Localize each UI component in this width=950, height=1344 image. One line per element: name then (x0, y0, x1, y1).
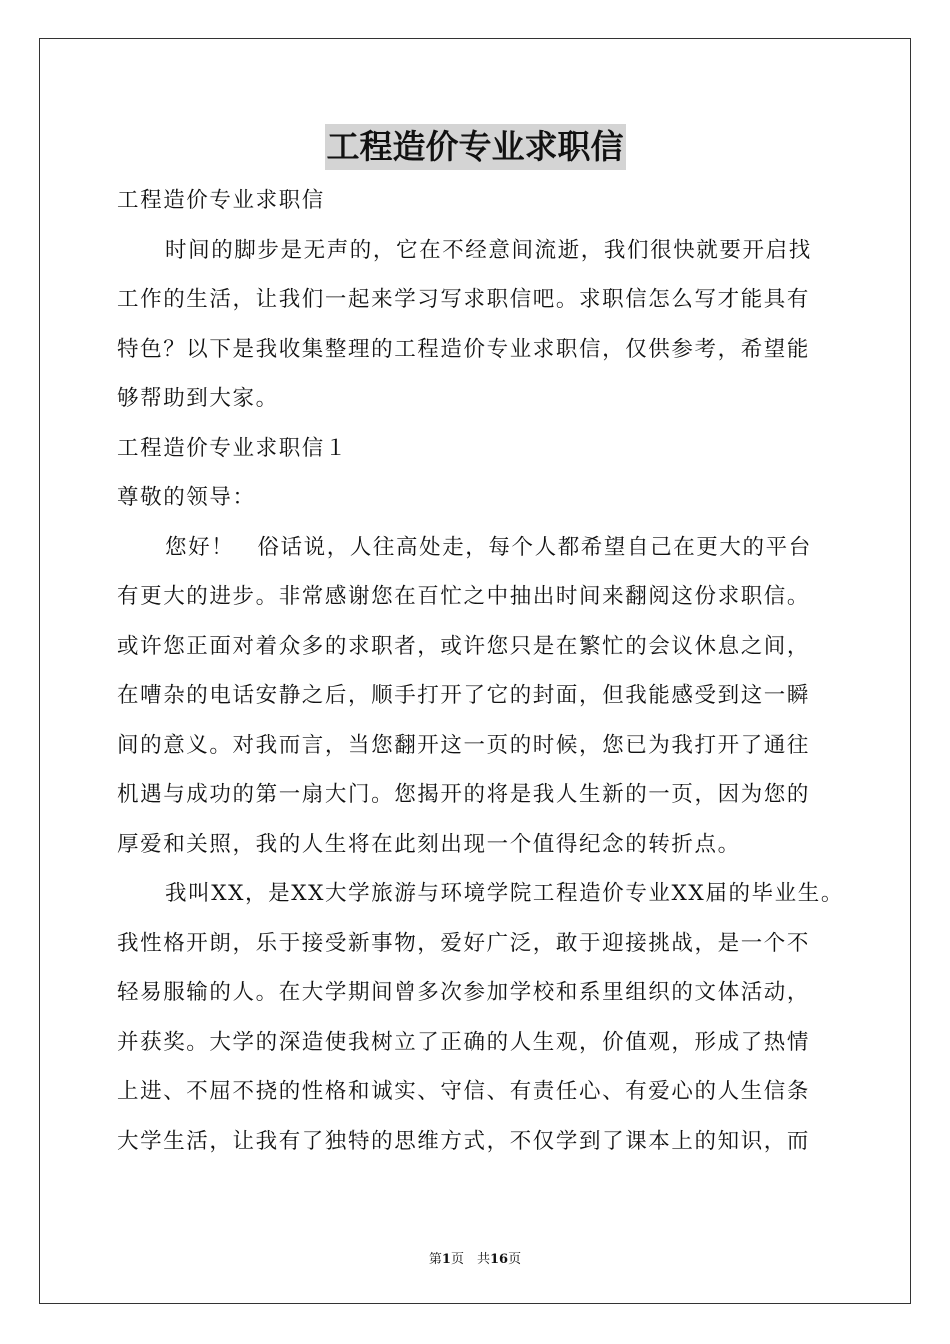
footer-prefix: 第 (428, 1252, 442, 1267)
text-line: 工程造价专业求职信１ (117, 435, 349, 461)
text-line: 时间的脚步是无声的，它在不经意间流逝，我们很快就要开启找 (165, 237, 812, 263)
text-line: 尊敬的领导： (117, 485, 256, 510)
text-line: 在嘈杂的电话安静之后，顺手打开了它的封面，但我能感受到这一瞬 (117, 683, 811, 708)
footer-page-number: 1 (441, 1252, 451, 1267)
page-title: 工程造价专业求职信 (325, 124, 626, 170)
text-line: 上进、不屈不挠的性格和诚实、守信、有责任心、有爱心的人生信条 (117, 1079, 811, 1104)
footer-page-suffix: 页 共 (450, 1252, 490, 1267)
text-line: 够帮助到大家。 (117, 386, 279, 411)
title-area (0, 124, 950, 170)
document-body (117, 176, 844, 1166)
text-line: 特色？以下是我收集整理的工程造价专业求职信，仅供参考，希望能 (117, 336, 811, 362)
text-line: 您好！ 俗话说，人往高处走，每个人都希望自己在更大的平台 (165, 534, 812, 560)
text-line: 我性格开朗，乐于接受新事物，爱好广泛，敢于迎接挑战，是一个不 (117, 930, 811, 956)
text-line: 工程造价专业求职信 (117, 188, 325, 213)
text-line: 有更大的进步。非常感谢您在百忙之中抽出时间来翻阅这份求职信。 (117, 584, 811, 609)
text-line: 厚爱和关照，我的人生将在此刻出现一个值得纪念的转折点。 (117, 831, 741, 857)
footer-total-pages: 16 (489, 1252, 509, 1267)
text-line: 大学生活，让我有了独特的思维方式，不仅学到了课本上的知识，而 (117, 1128, 811, 1154)
text-line: 并获奖。大学的深造使我树立了正确的人生观，价值观，形成了热情 (117, 1029, 811, 1055)
text-line: 间的意义。对我而言，当您翻开这一页的时候，您已为我打开了通往 (117, 732, 811, 758)
page-footer (0, 1248, 950, 1267)
text-line: 或许您正面对着众多的求职者，或许您只是在繁忙的会议休息之间， (117, 633, 811, 659)
footer-total-suffix: 页 (508, 1252, 522, 1267)
text-line: 我叫XX，是XX大学旅游与环境学院工程造价专业XX届的毕业生。 (165, 881, 844, 906)
text-line: 轻易服输的人。在大学期间曾多次参加学校和系里组织的文体活动， (117, 980, 811, 1005)
text-line: 工作的生活，让我们一起来学习写求职信吧。求职信怎么写才能具有 (117, 287, 811, 312)
text-line: 机遇与成功的第一扇大门。您揭开的将是我人生新的一页，因为您的 (117, 782, 811, 807)
